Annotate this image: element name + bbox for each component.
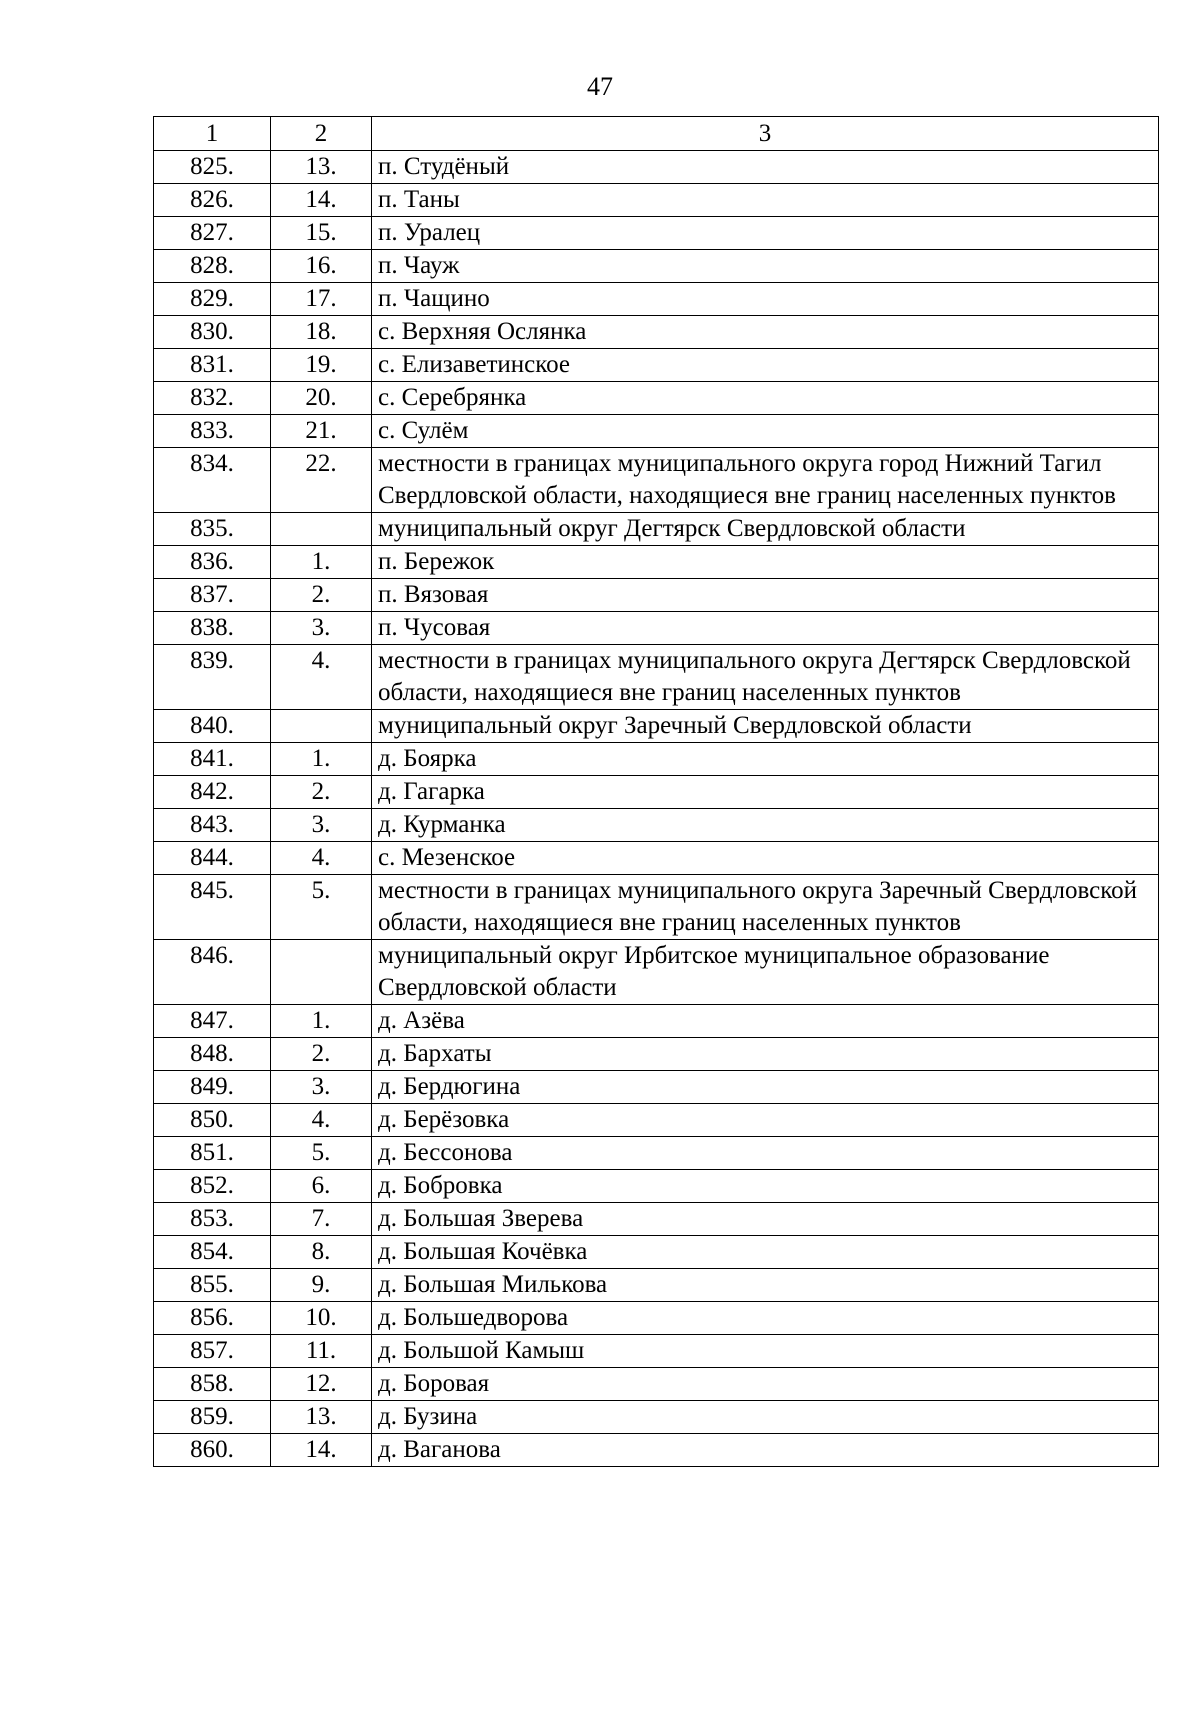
sub-number-cell: 3. xyxy=(271,1071,372,1104)
sub-number-cell: 2. xyxy=(271,776,372,809)
row-number-cell: 839. xyxy=(154,645,271,710)
table-row xyxy=(154,1038,1159,1071)
sub-number-cell: 13. xyxy=(271,151,372,184)
table-row xyxy=(154,217,1159,250)
row-number-cell: 857. xyxy=(154,1335,271,1368)
row-number-cell: 850. xyxy=(154,1104,271,1137)
sub-number-cell: 16. xyxy=(271,250,372,283)
row-number-cell: 859. xyxy=(154,1401,271,1434)
sub-number-cell: 19. xyxy=(271,349,372,382)
settlement-name-cell: д. Бессонова xyxy=(372,1137,1159,1170)
row-number-cell: 830. xyxy=(154,316,271,349)
table-row xyxy=(154,1170,1159,1203)
settlement-name-cell: д. Боярка xyxy=(372,743,1159,776)
table-header-row xyxy=(154,117,1159,151)
table-row xyxy=(154,710,1159,743)
row-number-cell: 841. xyxy=(154,743,271,776)
table-row xyxy=(154,1236,1159,1269)
sub-number-cell: 10. xyxy=(271,1302,372,1335)
table-row xyxy=(154,1335,1159,1368)
settlement-name-cell: п. Уралец xyxy=(372,217,1159,250)
row-number-cell: 851. xyxy=(154,1137,271,1170)
settlement-name-cell: д. Бузина xyxy=(372,1401,1159,1434)
settlement-name-cell: д. Большая Милькова xyxy=(372,1269,1159,1302)
sub-number-cell xyxy=(271,513,372,546)
settlement-name-cell: д. Бобровка xyxy=(372,1170,1159,1203)
row-number-cell: 834. xyxy=(154,448,271,513)
settlement-name-cell: д. Боровая xyxy=(372,1368,1159,1401)
sub-number-cell: 1. xyxy=(271,546,372,579)
settlement-name-cell: с. Елизаветинское xyxy=(372,349,1159,382)
settlement-name-cell: д. Курманка xyxy=(372,809,1159,842)
sub-number-cell: 5. xyxy=(271,875,372,940)
row-number-cell: 854. xyxy=(154,1236,271,1269)
settlement-name-cell: д. Ваганова xyxy=(372,1434,1159,1467)
table-row xyxy=(154,1434,1159,1467)
table-row xyxy=(154,743,1159,776)
settlement-name-cell: п. Вязовая xyxy=(372,579,1159,612)
settlements-table xyxy=(153,116,1159,1467)
settlement-name-cell: п. Чауж xyxy=(372,250,1159,283)
sub-number-cell: 21. xyxy=(271,415,372,448)
row-number-cell: 829. xyxy=(154,283,271,316)
table-row xyxy=(154,579,1159,612)
row-number-cell: 860. xyxy=(154,1434,271,1467)
sub-number-cell: 17. xyxy=(271,283,372,316)
sub-number-cell: 22. xyxy=(271,448,372,513)
sub-number-cell: 3. xyxy=(271,809,372,842)
table-row xyxy=(154,1005,1159,1038)
table-row xyxy=(154,513,1159,546)
table-row xyxy=(154,250,1159,283)
sub-number-cell: 18. xyxy=(271,316,372,349)
sub-number-cell: 8. xyxy=(271,1236,372,1269)
row-number-cell: 825. xyxy=(154,151,271,184)
row-number-cell: 837. xyxy=(154,579,271,612)
header-cell-3: 3 xyxy=(372,117,1159,151)
sub-number-cell: 4. xyxy=(271,842,372,875)
table-row xyxy=(154,546,1159,579)
sub-number-cell: 14. xyxy=(271,184,372,217)
sub-number-cell: 9. xyxy=(271,1269,372,1302)
sub-number-cell: 1. xyxy=(271,743,372,776)
table-row xyxy=(154,184,1159,217)
settlement-name-cell: д. Большая Зверева xyxy=(372,1203,1159,1236)
row-number-cell: 827. xyxy=(154,217,271,250)
table-row xyxy=(154,1104,1159,1137)
settlement-name-cell: муниципальный округ Заречный Свердловской области xyxy=(372,710,1159,743)
table-row xyxy=(154,151,1159,184)
sub-number-cell: 20. xyxy=(271,382,372,415)
settlement-name-cell: д. Большой Камыш xyxy=(372,1335,1159,1368)
row-number-cell: 846. xyxy=(154,940,271,1005)
table-row xyxy=(154,382,1159,415)
row-number-cell: 843. xyxy=(154,809,271,842)
table-row xyxy=(154,415,1159,448)
sub-number-cell: 2. xyxy=(271,579,372,612)
sub-number-cell xyxy=(271,940,372,1005)
settlement-name-cell: п. Таны xyxy=(372,184,1159,217)
page-number: 47 xyxy=(587,72,613,101)
sub-number-cell: 12. xyxy=(271,1368,372,1401)
sub-number-cell: 4. xyxy=(271,645,372,710)
table-row xyxy=(154,842,1159,875)
table-row xyxy=(154,940,1159,1005)
table-row xyxy=(154,776,1159,809)
row-number-cell: 840. xyxy=(154,710,271,743)
table-row xyxy=(154,645,1159,710)
table-row xyxy=(154,1368,1159,1401)
row-number-cell: 832. xyxy=(154,382,271,415)
sub-number-cell: 14. xyxy=(271,1434,372,1467)
settlement-name-cell: с. Сулём xyxy=(372,415,1159,448)
sub-number-cell: 2. xyxy=(271,1038,372,1071)
settlement-name-cell: д. Бердюгина xyxy=(372,1071,1159,1104)
settlement-name-cell: п. Студёный xyxy=(372,151,1159,184)
table-row xyxy=(154,612,1159,645)
table-row xyxy=(154,1137,1159,1170)
sub-number-cell xyxy=(271,710,372,743)
settlement-name-cell: п. Чусовая xyxy=(372,612,1159,645)
row-number-cell: 849. xyxy=(154,1071,271,1104)
row-number-cell: 853. xyxy=(154,1203,271,1236)
table-row xyxy=(154,1071,1159,1104)
settlement-name-cell: п. Чащино xyxy=(372,283,1159,316)
row-number-cell: 838. xyxy=(154,612,271,645)
settlement-name-cell: д. Азёва xyxy=(372,1005,1159,1038)
row-number-cell: 855. xyxy=(154,1269,271,1302)
row-number-cell: 848. xyxy=(154,1038,271,1071)
row-number-cell: 835. xyxy=(154,513,271,546)
sub-number-cell: 1. xyxy=(271,1005,372,1038)
sub-number-cell: 7. xyxy=(271,1203,372,1236)
settlement-name-cell: местности в границах муниципального округа Дегтярск Свердловской области, находящиеся вне границ населенных пунктов xyxy=(372,645,1159,710)
header-cell-1: 1 xyxy=(154,117,271,151)
table-row xyxy=(154,1203,1159,1236)
row-number-cell: 844. xyxy=(154,842,271,875)
sub-number-cell: 4. xyxy=(271,1104,372,1137)
table-row xyxy=(154,316,1159,349)
settlement-name-cell: с. Верхняя Ослянка xyxy=(372,316,1159,349)
row-number-cell: 826. xyxy=(154,184,271,217)
row-number-cell: 847. xyxy=(154,1005,271,1038)
sub-number-cell: 13. xyxy=(271,1401,372,1434)
settlement-name-cell: муниципальный округ Дегтярск Свердловской области xyxy=(372,513,1159,546)
settlement-name-cell: д. Берёзовка xyxy=(372,1104,1159,1137)
sub-number-cell: 11. xyxy=(271,1335,372,1368)
settlement-name-cell: д. Большая Кочёвка xyxy=(372,1236,1159,1269)
table-row xyxy=(154,448,1159,513)
settlement-name-cell: муниципальный округ Ирбитское муниципальное образование Свердловской области xyxy=(372,940,1159,1005)
settlement-name-cell: местности в границах муниципального округа Заречный Свердловской области, находящиеся вне границ населенных пунктов xyxy=(372,875,1159,940)
sub-number-cell: 15. xyxy=(271,217,372,250)
row-number-cell: 852. xyxy=(154,1170,271,1203)
row-number-cell: 833. xyxy=(154,415,271,448)
settlement-name-cell: с. Серебрянка xyxy=(372,382,1159,415)
sub-number-cell: 5. xyxy=(271,1137,372,1170)
row-number-cell: 828. xyxy=(154,250,271,283)
header-cell-2: 2 xyxy=(271,117,372,151)
sub-number-cell: 6. xyxy=(271,1170,372,1203)
row-number-cell: 845. xyxy=(154,875,271,940)
settlement-name-cell: д. Бархаты xyxy=(372,1038,1159,1071)
table-row xyxy=(154,283,1159,316)
table-row xyxy=(154,1269,1159,1302)
settlement-name-cell: д. Большедворова xyxy=(372,1302,1159,1335)
row-number-cell: 858. xyxy=(154,1368,271,1401)
row-number-cell: 842. xyxy=(154,776,271,809)
row-number-cell: 836. xyxy=(154,546,271,579)
settlement-name-cell: п. Бережок xyxy=(372,546,1159,579)
settlement-name-cell: д. Гагарка xyxy=(372,776,1159,809)
settlement-name-cell: местности в границах муниципального округа город Нижний Тагил Свердловской области, находящиеся вне границ населенных пунктов xyxy=(372,448,1159,513)
table-row xyxy=(154,349,1159,382)
table-row xyxy=(154,875,1159,940)
table-row xyxy=(154,1302,1159,1335)
row-number-cell: 831. xyxy=(154,349,271,382)
table-row xyxy=(154,809,1159,842)
table-row xyxy=(154,1401,1159,1434)
sub-number-cell: 3. xyxy=(271,612,372,645)
settlement-name-cell: с. Мезенское xyxy=(372,842,1159,875)
row-number-cell: 856. xyxy=(154,1302,271,1335)
